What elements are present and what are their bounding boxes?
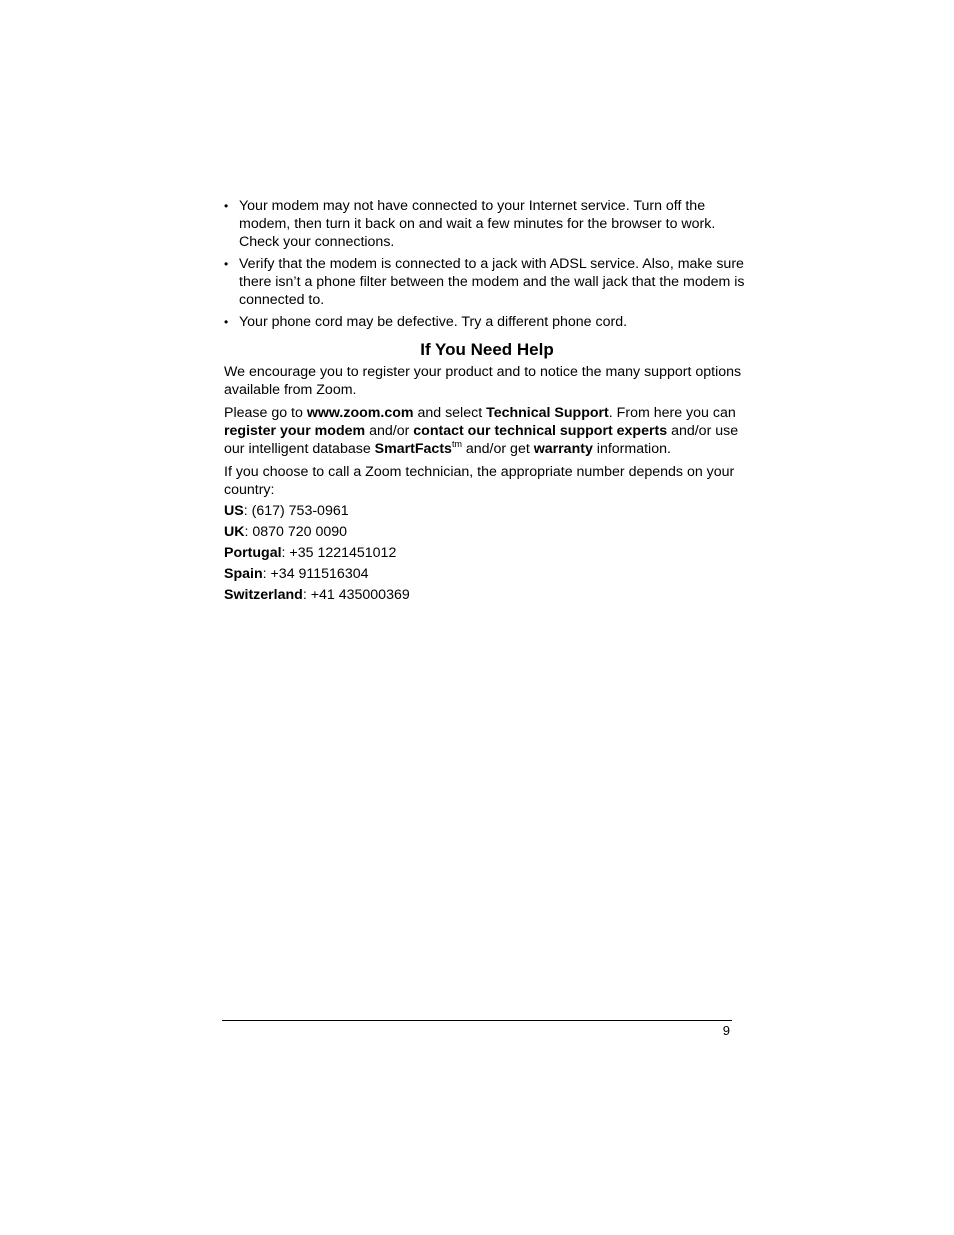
text-run: information. [592,441,671,457]
contact-line-switzerland [224,586,750,604]
contact-line-us [224,502,750,520]
text-run: and/or [365,423,414,439]
smartfacts-term: SmartFacts [374,441,452,457]
list-item [224,197,750,251]
list-item [224,313,750,331]
bullet-icon: • [224,315,229,329]
text-run: and/or get [461,441,534,457]
register-modem-term: register your modem [224,423,366,439]
bullet-icon: • [224,199,229,213]
call-paragraph: If you choose to call a Zoom technician, the appropriate number depends on your country: [224,464,735,498]
troubleshooting-list [224,197,750,331]
page-content [224,197,750,607]
page-number: 9 [722,1023,730,1038]
list-item [224,255,750,309]
text-run: and select [413,405,487,421]
text-run: . From here you can [608,405,736,421]
footer-divider [222,1020,732,1021]
phone-number: : (617) 753-0961 [243,503,349,519]
bullet-text: Your modem may not have connected to your Internet service. Turn off the modem, then turn it back on and wait a few minutes for the browser to work. Check your connections. [239,198,716,250]
country-name: Spain [224,566,263,582]
support-paragraph [224,404,750,458]
phone-number: : 0870 720 0090 [244,524,348,540]
country-name: Portugal [224,545,282,561]
intro-paragraph: We encourage you to register your product and to notice the many support options available from Zoom. [224,364,742,398]
section-heading: If You Need Help [420,340,554,359]
contact-line-uk [224,523,750,541]
contact-line-spain [224,565,750,583]
phone-number: : +35 1221451012 [281,545,397,561]
warranty-term: warranty [533,441,593,457]
contact-support-term: contact our technical support experts [413,423,668,439]
website-link[interactable]: www.zoom.com [306,405,414,421]
country-name: US [224,503,244,519]
bullet-icon: • [224,257,229,271]
technical-support-term: Technical Support [486,405,609,421]
text-run: and/or use our intelligent database [224,423,739,457]
country-name: UK [224,524,245,540]
bullet-text: Verify that the modem is connected to a jack with ADSL service. Also, make sure there isn’t a phone filter between the modem and the wall jack that the modem is connected to. [239,256,745,308]
bullet-text: Your phone cord may be defective. Try a different phone cord. [239,314,628,330]
trademark-mark: tm [451,439,462,449]
phone-number: : +41 435000369 [302,587,410,603]
phone-number: : +34 911516304 [262,566,369,582]
contact-line-portugal [224,544,750,562]
text-run: Please go to [224,405,307,421]
country-name: Switzerland [224,587,303,603]
